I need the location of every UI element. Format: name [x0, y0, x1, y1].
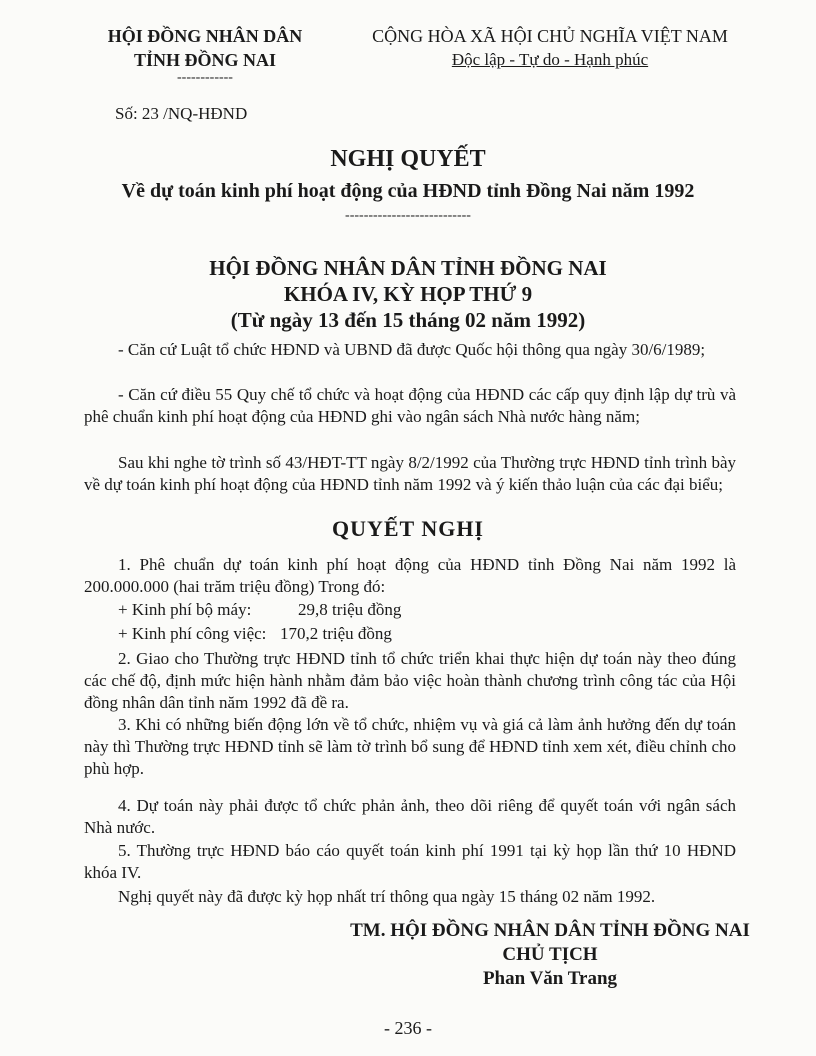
signature-org: TM. HỘI ĐỒNG NHÂN DÂN TỈNH ĐỒNG NAI	[350, 920, 750, 941]
preamble-paragraph-2	[84, 384, 736, 428]
decision-text-4: 4. Dự toán này phải được tổ chức phản ảnh, theo dõi riêng để quyết toán với ngân sách Nhà nước.	[84, 796, 736, 837]
budget-line-apparatus-label: + Kinh phí bộ máy:	[118, 600, 252, 619]
issuer-line1: HỘI ĐỒNG NHÂN DÂN TỈNH ĐỒNG NAI	[209, 256, 607, 280]
budget-line-work-label: + Kinh phí công việc:	[118, 624, 267, 643]
signature-title: CHỦ TỊCH	[502, 944, 598, 965]
decision-item-2	[84, 648, 736, 714]
decision-text-5: 5. Thường trực HĐND báo cáo quyết toán kinh phí 1991 tại kỳ họp lần thứ 10 HĐND khóa IV.	[84, 841, 736, 882]
nation-name: CỘNG HÒA XÃ HỘI CHỦ NGHĨA VIỆT NAM	[372, 26, 728, 46]
preamble-text-3: Sau khi nghe tờ trình số 43/HĐT-TT ngày 8/2/1992 của Thường trực HĐND tỉnh trình bày về dự toán kinh phí hoạt động của HĐND tỉnh năm 1992 và ý kiến thảo luận của các đại biểu;	[84, 453, 736, 494]
budget-line-work-value: 170,2 triệu đồng	[280, 624, 392, 643]
preamble-text-2: - Căn cứ điều 55 Quy chế tổ chức và hoạt động của HĐND các cấp quy định lập dự trù và phê chuẩn kinh phí hoạt động của HĐND ghi vào ngân sách Nhà nước hàng năm;	[84, 385, 736, 426]
national-header-block	[350, 24, 750, 72]
document-title: NGHỊ QUYẾT	[330, 146, 486, 172]
decision-item-4	[84, 795, 736, 839]
preamble-text-1: - Căn cứ Luật tổ chức HĐND và UBND đã được Quốc hội thông qua ngày 30/6/1989;	[118, 340, 706, 359]
decision-text-3: 3. Khi có những biến động lớn về tổ chức, nhiệm vụ và giá cả làm ảnh hưởng đến dự toán này thì Thường trực HĐND tỉnh sẽ làm tờ trình bổ sung để HĐND tỉnh xem xét, điều chỉnh cho phù hợp.	[84, 715, 736, 778]
closing-statement	[84, 886, 736, 908]
preamble-paragraph-1	[84, 339, 736, 361]
issuer-line3: (Từ ngày 13 đến 15 tháng 02 năm 1992)	[230, 308, 586, 332]
page-number: - 236 -	[384, 1018, 432, 1038]
decision-item-1	[84, 554, 736, 598]
decision-text-1: 1. Phê chuẩn dự toán kinh phí hoạt động của HĐND tỉnh Đồng Nai năm 1992 là 200.000.000 (hai trăm triệu đồng) Trong đó:	[84, 555, 736, 596]
decision-item-5	[84, 840, 736, 884]
authority-separator: ------------	[177, 70, 233, 85]
closing-text: Nghị quyết này đã được kỳ họp nhất trí thông qua ngày 15 tháng 02 năm 1992.	[118, 887, 656, 906]
issuing-authority-block	[90, 24, 320, 84]
authority-name-line1: HỘI ĐỒNG NHÂN DÂN	[107, 26, 303, 46]
national-motto: Độc lập - Tự do - Hạnh phúc	[451, 50, 649, 69]
authority-name-line2: TỈNH ĐỒNG NAI	[133, 50, 276, 70]
decision-heading: QUYẾT NGHỊ	[331, 516, 484, 541]
decision-item-3	[84, 714, 736, 780]
preamble-paragraph-3	[84, 452, 736, 496]
decision-text-2: 2. Giao cho Thường trực HĐND tỉnh tổ chức triển khai thực hiện dự toán này theo đúng các chế độ, định mức hiện hành nhằm đảm bảo việc hoàn thành chương trình công tác của Hội đồng nhân dân tỉnh năm 1992 đã đề ra.	[84, 649, 736, 712]
document-subject: Về dự toán kinh phí hoạt động của HĐND tỉnh Đồng Nai năm 1992	[121, 180, 695, 202]
signatory-name: Phan Văn Trang	[482, 968, 618, 989]
title-separator: ---------------------------	[345, 208, 471, 223]
document-number: Số: 23 /NQ-HĐND	[115, 104, 248, 123]
budget-line-apparatus-value: 29,8 triệu đồng	[298, 600, 402, 619]
issuer-line2: KHÓA IV, KỲ HỌP THỨ 9	[283, 282, 533, 306]
